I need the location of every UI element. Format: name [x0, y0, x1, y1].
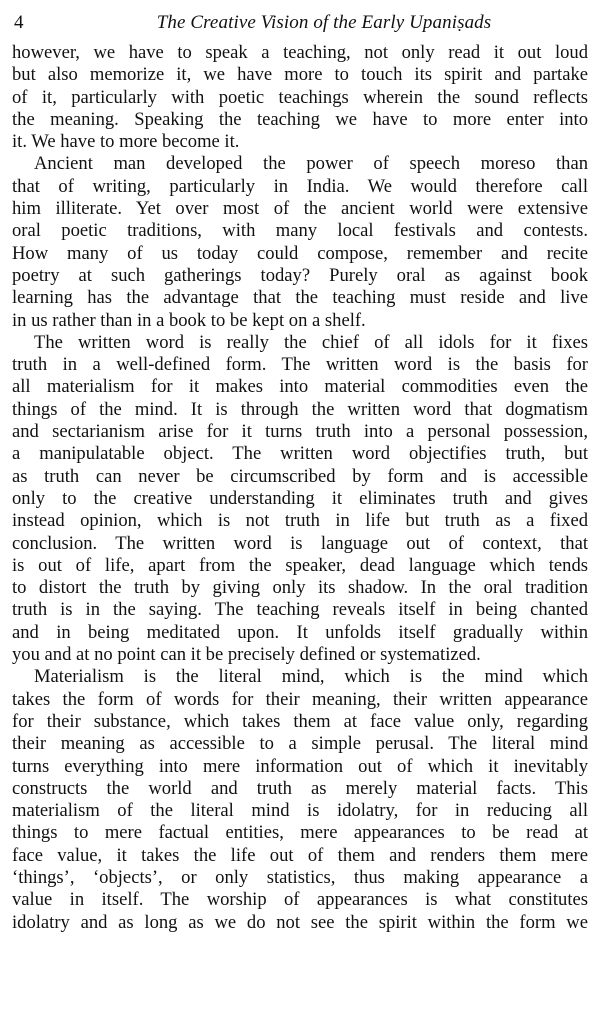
- text-line: all materialism for it makes into material commodities even the: [12, 376, 588, 398]
- text-line: that of writing, particularly in India. We would therefore call: [12, 175, 588, 197]
- text-line: him illiterate. Yet over most of the ancient world were extensive: [12, 198, 588, 220]
- text-line: turns everything into mere information out of which it inevitably: [12, 755, 588, 777]
- text-line: oral poetic traditions, with many local festivals and contests.: [12, 220, 588, 242]
- text-line: you and at no point can it be precisely defined or systematized.: [12, 644, 481, 666]
- text-line: the meaning. Speaking the teaching we have to more enter into: [12, 108, 588, 130]
- text-line: things of the mind. It is through the written word that dogmatism: [12, 398, 588, 420]
- running-title: The Creative Vision of the Early Upaniṣads: [156, 12, 492, 33]
- text-line: their meaning as accessible to a simple perusal. The literal mind: [12, 733, 588, 755]
- text-line: of it, particularly with poetic teachings wherein the sound reflects: [12, 86, 588, 108]
- text-line: only to the creative understanding it eliminates truth and gives: [12, 487, 588, 509]
- text-line: a manipulatable object. The written word objectifies truth, but: [12, 443, 588, 465]
- text-line: in us rather than in a book to be kept on a shelf.: [12, 309, 366, 331]
- text-line: but also memorize it, we have more to touch its spirit and partake: [12, 64, 588, 86]
- text-line: value in itself. The worship of appearances is what constitutes: [12, 889, 588, 911]
- text-line: Ancient man developed the power of speech moreso than: [34, 153, 588, 175]
- page-header: [12, 8, 588, 42]
- paragraph: [12, 153, 588, 331]
- text-line: learning has the advantage that the teaching must reside and live: [12, 287, 588, 309]
- text-line: and sectarianism arise for it turns truth into a personal possession,: [12, 421, 588, 443]
- text-line: ‘things’, ‘objects’, or only statistics, thus making appearance a: [12, 866, 588, 888]
- paragraph: [12, 666, 588, 934]
- text-line: and in being meditated upon. It unfolds itself gradually within: [12, 621, 588, 643]
- text-line: How many of us today could compose, remember and recite: [12, 242, 588, 264]
- text-line: it. We have to more become it.: [12, 131, 240, 153]
- text-line: for their substance, which takes them at face value only, regarding: [12, 710, 588, 732]
- text-line: conclusion. The written word is language out of context, that: [12, 532, 588, 554]
- text-line: face value, it takes the life out of them and renders them mere: [12, 844, 588, 866]
- text-line: things to mere factual entities, mere appearances to be read at: [12, 822, 588, 844]
- text-line: constructs the world and truth as merely material facts. This: [12, 777, 588, 799]
- text-line: takes the form of words for their meaning, their written appearance: [12, 688, 588, 710]
- text-line: materialism of the literal mind is idolatry, for in reducing all: [12, 800, 588, 822]
- paragraph: [12, 42, 588, 153]
- text-line: instead opinion, which is not truth in life but truth as a fixed: [12, 510, 588, 532]
- text-line: The written word is really the chief of all idols for it fixes: [34, 331, 588, 353]
- paragraph: [12, 332, 588, 666]
- text-line: truth in a well-defined form. The written word is the basis for: [12, 354, 588, 376]
- text-line: is out of life, apart from the speaker, dead language which tends: [12, 554, 588, 576]
- text-line: however, we have to speak a teaching, not only read it out loud: [12, 42, 588, 63]
- page-number: 4: [14, 12, 24, 33]
- text-line: idolatry and as long as we do not see the spirit within the form we: [12, 911, 588, 933]
- text-line: as truth can never be circumscribed by form and is accessible: [12, 465, 588, 487]
- text-line: truth is in the saying. The teaching reveals itself in being chanted: [12, 599, 588, 621]
- text-line: to distort the truth by giving only its shadow. In the oral tradition: [12, 577, 588, 599]
- body-text: [12, 42, 588, 934]
- text-line: poetry at such gatherings today? Purely oral as against book: [12, 264, 588, 286]
- text-line: Materialism is the literal mind, which is the mind which: [34, 666, 588, 688]
